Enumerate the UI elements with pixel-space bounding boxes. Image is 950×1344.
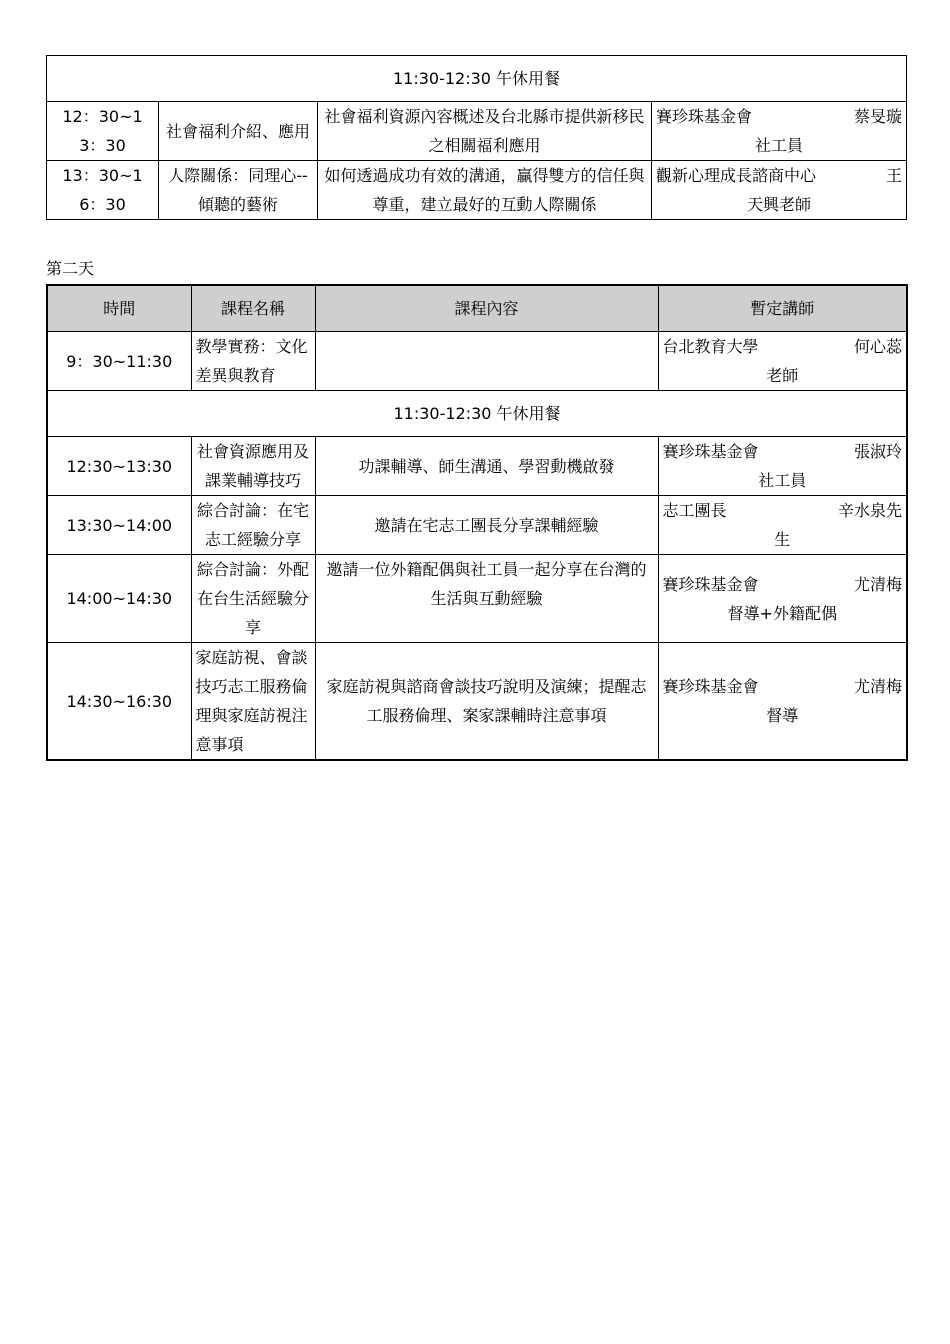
course-cell: 綜合討論：外配在台生活經驗分享 — [191, 555, 315, 643]
content-cell: 社會福利資源內容概述及台北縣市提供新移民之相關福利應用 — [318, 102, 652, 161]
lecturer-role: 督導 — [766, 706, 799, 725]
lecturer-role: 天興老師 — [747, 195, 812, 214]
table-row — [47, 332, 907, 391]
course-cell: 家庭訪視、會談技巧志工服務倫理與家庭訪視注意事項 — [191, 643, 315, 761]
lecturer-name: 辛水泉先 — [837, 501, 902, 520]
content-cell — [315, 332, 658, 391]
time-cell: 12：30~13：30 — [47, 102, 159, 161]
table-row — [47, 643, 907, 761]
table-row — [47, 161, 907, 220]
lecturer-name: 尤清梅 — [853, 677, 902, 696]
time-cell: 14:30~16:30 — [47, 643, 191, 761]
course-cell: 社會資源應用及課業輔導技巧 — [191, 437, 315, 496]
lecturer-role: 社工員 — [758, 471, 807, 490]
lecturer-cell — [658, 643, 907, 761]
lecturer-role: 社工員 — [755, 136, 804, 155]
header-lecturer: 暫定講師 — [658, 285, 907, 332]
time-cell: 13:30~14:00 — [47, 496, 191, 555]
content-cell: 功課輔導、師生溝通、學習動機啟發 — [315, 437, 658, 496]
lecturer-org: 志工團長 — [662, 501, 727, 520]
lecturer-org: 賽珍珠基金會 — [662, 442, 759, 461]
time-cell: 13：30~16：30 — [47, 161, 159, 220]
content-cell: 邀請在宅志工團長分享課輔經驗 — [315, 496, 658, 555]
table-row — [47, 437, 907, 496]
lecturer-org: 觀新心理成長諮商中心 — [656, 166, 817, 185]
header-content: 課程內容 — [315, 285, 658, 332]
content-cell: 邀請一位外籍配偶與社工員一起分享在台灣的生活與互動經驗 — [315, 555, 658, 643]
lecturer-org: 台北教育大學 — [662, 337, 759, 356]
time-cell: 14:00~14:30 — [47, 555, 191, 643]
lunch-cell: 11:30-12:30 午休用餐 — [47, 391, 907, 437]
lecturer-org: 賽珍珠基金會 — [662, 574, 759, 594]
day2-schedule-table — [46, 284, 908, 761]
course-cell: 綜合討論：在宅志工經驗分享 — [191, 496, 315, 555]
lecturer-name: 王 — [886, 166, 903, 185]
lecturer-role: 老師 — [766, 366, 799, 385]
course-cell: 人際關係：同理心--傾聽的藝術 — [159, 161, 318, 220]
time-cell: 12:30~13:30 — [47, 437, 191, 496]
lecturer-cell — [658, 437, 907, 496]
course-cell: 教學實務：文化差異與教育 — [191, 332, 315, 391]
table-row — [47, 555, 907, 643]
day1-schedule-table — [46, 55, 907, 220]
lecturer-name: 蔡旻璇 — [854, 107, 903, 126]
header-course: 課程名稱 — [191, 285, 315, 332]
content-cell: 如何透過成功有效的溝通，贏得雙方的信任與尊重，建立最好的互動人際關係 — [318, 161, 652, 220]
header-row — [47, 285, 907, 332]
lecturer-cell — [652, 161, 907, 220]
day2-title: 第二天 — [46, 259, 95, 278]
lecturer-org: 賽珍珠基金會 — [656, 107, 753, 126]
lecturer-name: 何心蕊 — [853, 337, 902, 356]
lecturer-cell — [658, 555, 907, 643]
lecturer-cell — [658, 496, 907, 555]
header-time: 時間 — [47, 285, 191, 332]
lecturer-role: 生 — [774, 530, 791, 549]
table-row — [47, 102, 907, 161]
table-row — [47, 496, 907, 555]
lunch-cell: 11:30-12:30 午休用餐 — [47, 56, 907, 102]
time-cell: 9：30~11:30 — [47, 332, 191, 391]
lecturer-org: 賽珍珠基金會 — [662, 677, 759, 696]
content-cell: 家庭訪視與諮商會談技巧說明及演練；提醒志工服務倫理、案家課輔時注意事項 — [315, 643, 658, 761]
lecturer-name: 張淑玲 — [853, 442, 902, 461]
course-cell: 社會福利介紹、應用 — [159, 102, 318, 161]
lecturer-cell — [652, 102, 907, 161]
lecturer-name: 尤清梅 — [853, 574, 902, 594]
lecturer-role: 督導+外籍配偶 — [727, 603, 837, 623]
lecturer-cell — [658, 332, 907, 391]
lunch-row — [47, 56, 907, 102]
lunch-row — [47, 391, 907, 437]
